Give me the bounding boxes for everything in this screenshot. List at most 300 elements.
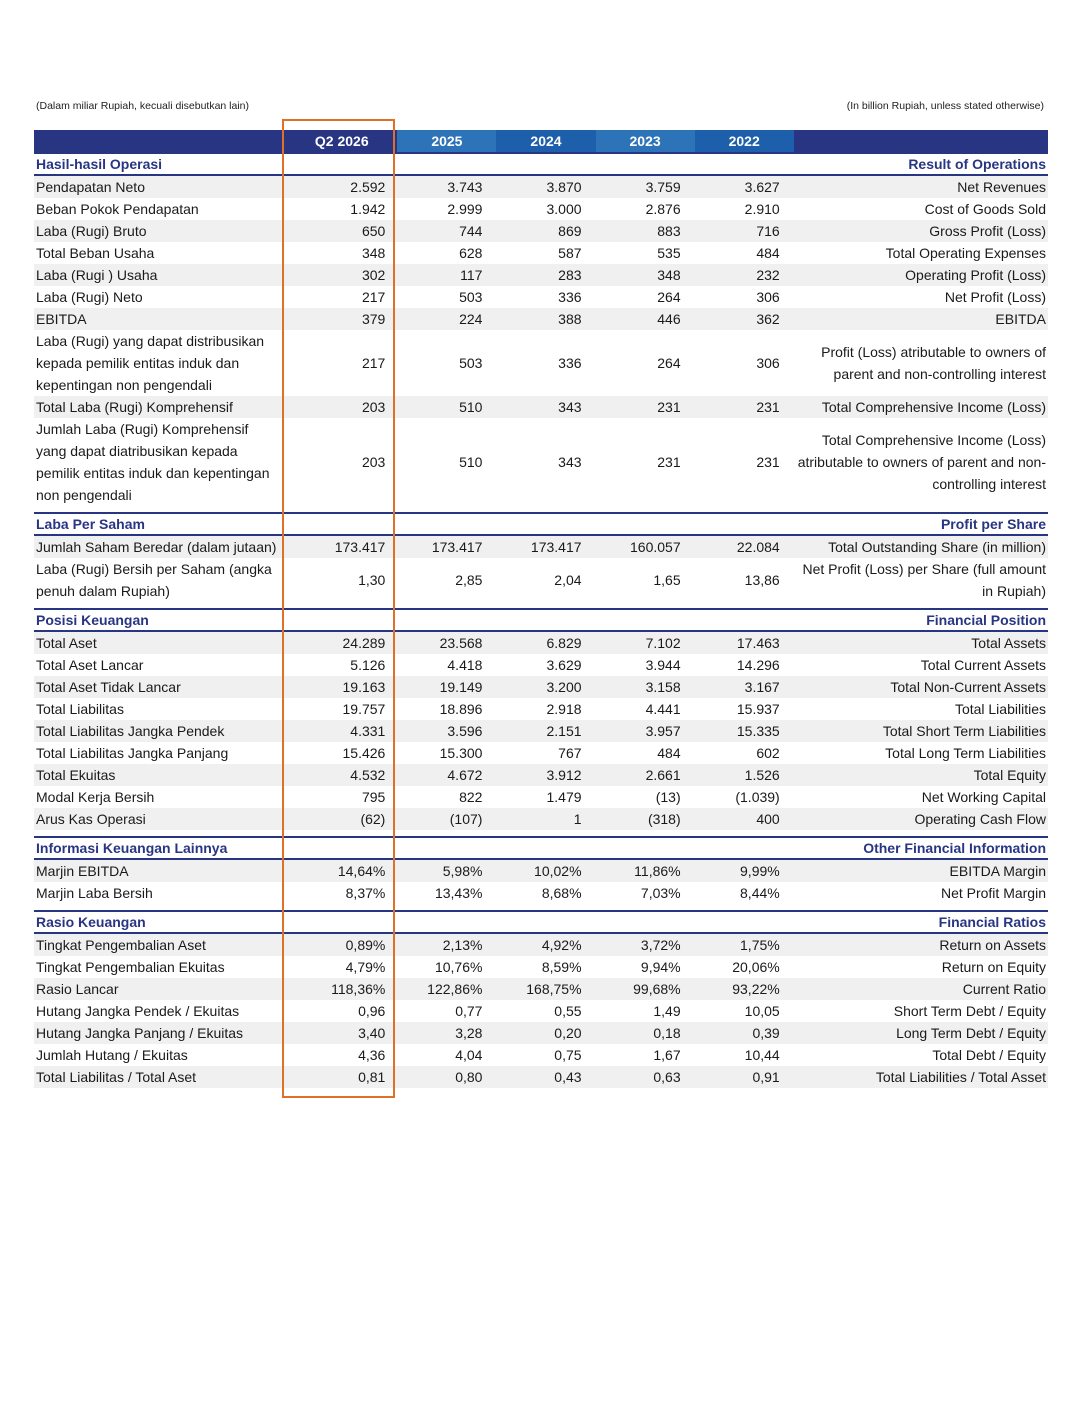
- value-cell: 1.526: [695, 764, 794, 786]
- value-cell: 8,68%: [541, 885, 582, 901]
- section-header-blank: [596, 911, 695, 933]
- table-row: [34, 808, 1048, 830]
- value-cell: 5,98%: [397, 859, 496, 882]
- row-label-en: Profit (Loss) atributable to owners of parent and non-controlling interest: [821, 344, 1046, 382]
- value-cell: 388: [496, 308, 595, 330]
- row-label-id: Total Beban Usaha: [36, 245, 155, 261]
- value-cell: 217: [361, 289, 386, 305]
- section-header-blank: [286, 837, 397, 859]
- financial-highlights-table: [34, 130, 1048, 1088]
- column-header: 2023: [596, 130, 695, 153]
- row-label-en: Current Ratio: [794, 978, 1048, 1000]
- section-title-en: Financial Ratios: [794, 911, 1048, 933]
- value-cell: 3.957: [596, 720, 695, 742]
- table-row: [34, 859, 1048, 882]
- table-row: [34, 535, 1048, 558]
- section-title-en: Profit per Share: [794, 513, 1048, 535]
- row-label-id: Jumlah Saham Beredar (dalam jutaan): [34, 535, 286, 558]
- value-cell: 2,13%: [397, 933, 496, 956]
- value-cell: 348: [596, 264, 695, 286]
- unit-note-id: (Dalam miliar Rupiah, kecuali disebutkan lain): [36, 100, 250, 112]
- value-cell: 10,05: [744, 1003, 780, 1019]
- value-cell: 2.661: [596, 764, 695, 786]
- value-cell: 10,44: [744, 1047, 780, 1063]
- value-cell: (107): [397, 808, 496, 830]
- section-spacer: [34, 602, 1048, 609]
- financial-highlights-table-wrapper: [34, 130, 1048, 1088]
- section-header-blank: [397, 911, 496, 933]
- value-cell: 503: [459, 355, 483, 371]
- row-label-id: Total Liabilitas Jangka Pendek: [34, 720, 286, 742]
- value-cell: 4.418: [447, 657, 483, 673]
- section-header-row: [34, 609, 1048, 631]
- row-label-id: Hutang Jangka Panjang / Ekuitas: [34, 1022, 286, 1044]
- row-label-en: EBITDA Margin: [794, 859, 1048, 882]
- section-spacer: [34, 830, 1048, 837]
- row-label-id: Tingkat Pengembalian Ekuitas: [36, 959, 225, 975]
- value-cell: 3.870: [496, 175, 595, 198]
- value-cell: 0,39: [695, 1022, 794, 1044]
- value-cell: 9,99%: [695, 859, 794, 882]
- table-row: [34, 264, 1048, 286]
- row-label-en: Total Long Term Liabilities: [885, 745, 1046, 761]
- value-cell: 0,43: [496, 1066, 595, 1088]
- value-cell: 4,04: [455, 1047, 483, 1063]
- value-cell: 0,91: [695, 1066, 794, 1088]
- table-row: [34, 882, 1048, 904]
- row-label-id: Laba (Rugi) Bersih per Saham (angka penuh dalam Rupiah): [36, 561, 272, 599]
- value-cell: 8,37%: [345, 885, 386, 901]
- row-label-en: Total Liabilities / Total Asset: [794, 1066, 1048, 1088]
- table-row: [34, 1000, 1048, 1022]
- table-row: [34, 631, 1048, 654]
- row-label-id: Laba (Rugi) yang dapat distribusikan kepada pemilik entitas induk dan kepentingan non pengendali: [36, 333, 265, 393]
- value-cell: 336: [558, 289, 582, 305]
- row-label-id: Tingkat Pengembalian Aset: [34, 933, 286, 956]
- row-label-id: Rasio Lancar: [34, 978, 286, 1000]
- table-row: [34, 933, 1048, 956]
- value-cell: 8,59%: [541, 959, 582, 975]
- section-header-blank: [695, 911, 794, 933]
- value-cell: 99,68%: [596, 978, 695, 1000]
- value-cell: 3,40: [286, 1022, 397, 1044]
- section-spacer: [34, 904, 1048, 911]
- value-cell: 14,64%: [286, 859, 397, 882]
- value-cell: 7.102: [596, 631, 695, 654]
- row-label-en: Operating Profit (Loss): [794, 264, 1048, 286]
- row-label-en: Total Assets: [794, 631, 1048, 654]
- value-cell: 11,86%: [596, 859, 695, 882]
- table-row: [34, 418, 1048, 506]
- spacer-cell: [34, 830, 1048, 837]
- column-header: 2022: [695, 130, 794, 153]
- value-cell: 13,43%: [434, 885, 483, 901]
- section-header-blank: [286, 153, 397, 175]
- value-cell: 160.057: [596, 535, 695, 558]
- section-header-row: [34, 837, 1048, 859]
- value-cell: 118,36%: [286, 978, 397, 1000]
- value-cell: 283: [496, 264, 595, 286]
- value-cell: (62): [286, 808, 397, 830]
- value-cell: 1,75%: [695, 933, 794, 956]
- value-cell: 362: [695, 308, 794, 330]
- section-title-id: Posisi Keuangan: [34, 609, 286, 631]
- value-cell: 650: [286, 220, 397, 242]
- value-cell: 0,20: [496, 1022, 595, 1044]
- table-row: [34, 720, 1048, 742]
- row-label-id: Marjin Laba Bersih: [36, 885, 153, 901]
- value-cell: 716: [695, 220, 794, 242]
- spacer-cell: [34, 602, 1048, 609]
- value-cell: 1,65: [653, 572, 681, 588]
- section-title-id: Laba Per Saham: [34, 513, 286, 535]
- row-label-en: Cost of Goods Sold: [924, 201, 1046, 217]
- row-label-id: Pendapatan Neto: [34, 175, 286, 198]
- value-cell: 17.463: [695, 631, 794, 654]
- value-cell: 232: [695, 264, 794, 286]
- table-row: [34, 742, 1048, 764]
- row-label-en: Net Profit (Loss): [944, 289, 1046, 305]
- value-cell: 7,03%: [640, 885, 681, 901]
- row-label-en: Total Outstanding Share (in million): [794, 535, 1048, 558]
- value-cell: 117: [397, 264, 496, 286]
- table-row: [34, 286, 1048, 308]
- row-label-id: Hutang Jangka Pendek / Ekuitas: [36, 1003, 240, 1019]
- value-cell: 19.163: [286, 676, 397, 698]
- row-label-id: Laba (Rugi) Neto: [36, 289, 143, 305]
- value-cell: 3.944: [645, 657, 681, 673]
- value-cell: 2.918: [546, 701, 582, 717]
- value-cell: 231: [596, 396, 695, 418]
- value-cell: 4.532: [286, 764, 397, 786]
- section-header-blank: [695, 837, 794, 859]
- value-cell: 264: [657, 289, 681, 305]
- row-label-en: Return on Assets: [794, 933, 1048, 956]
- row-label-id: EBITDA: [34, 308, 286, 330]
- section-header-blank: [286, 513, 397, 535]
- value-cell: 4,79%: [345, 959, 386, 975]
- value-cell: 9,94%: [640, 959, 681, 975]
- value-cell: 224: [397, 308, 496, 330]
- value-cell: 8,44%: [740, 885, 780, 901]
- value-cell: 822: [459, 789, 483, 805]
- row-label-en: Net Profit (Loss) per Share (full amount in Rupiah): [802, 561, 1046, 599]
- value-cell: 23.568: [397, 631, 496, 654]
- section-header-blank: [596, 153, 695, 175]
- value-cell: 3.167: [695, 676, 794, 698]
- section-header-blank: [496, 609, 595, 631]
- value-cell: 18.896: [439, 701, 483, 717]
- value-cell: (1.039): [735, 789, 780, 805]
- value-cell: 343: [558, 454, 582, 470]
- value-cell: 0,81: [286, 1066, 397, 1088]
- spacer-cell: [34, 904, 1048, 911]
- section-header-row: [34, 513, 1048, 535]
- row-label-en: Total Non-Current Assets: [794, 676, 1048, 698]
- table-row: [34, 558, 1048, 602]
- row-label-en: Net Working Capital: [921, 789, 1046, 805]
- row-label-id: Modal Kerja Bersih: [36, 789, 155, 805]
- section-header-blank: [397, 153, 496, 175]
- section-spacer: [34, 506, 1048, 513]
- row-label-id: Beban Pokok Pendapatan: [36, 201, 199, 217]
- table-row: [34, 308, 1048, 330]
- table-row: [34, 786, 1048, 808]
- section-header-blank: [496, 837, 595, 859]
- row-label-id: Total Aset: [34, 631, 286, 654]
- value-cell: 4.331: [286, 720, 397, 742]
- value-cell: 379: [286, 308, 397, 330]
- column-header: Q2 2026: [286, 130, 397, 153]
- row-label-id: Total Laba (Rugi) Komprehensif: [34, 396, 286, 418]
- row-label-en: Total Comprehensive Income (Loss) atributable to owners of parent and non-controlling interest: [797, 432, 1046, 492]
- value-cell: 231: [695, 396, 794, 418]
- value-cell: 0,63: [596, 1066, 695, 1088]
- section-header-blank: [397, 513, 496, 535]
- value-cell: 10,76%: [434, 959, 483, 975]
- row-label-en: Total Equity: [794, 764, 1048, 786]
- table-row: [34, 1022, 1048, 1044]
- row-label-en: Net Profit Margin: [940, 885, 1046, 901]
- value-cell: 15.937: [736, 701, 780, 717]
- value-cell: 93,22%: [695, 978, 794, 1000]
- value-cell: 203: [286, 396, 397, 418]
- section-header-blank: [286, 609, 397, 631]
- value-cell: 22.084: [695, 535, 794, 558]
- value-cell: 484: [657, 745, 681, 761]
- section-header-blank: [596, 513, 695, 535]
- value-cell: 3.596: [397, 720, 496, 742]
- row-label-id: Total Aset Lancar: [36, 657, 144, 673]
- row-label-en: Net Revenues: [794, 175, 1048, 198]
- table-row: [34, 978, 1048, 1000]
- value-cell: 744: [397, 220, 496, 242]
- value-cell: 3.000: [546, 201, 582, 217]
- value-cell: 306: [756, 289, 780, 305]
- unit-note-en: (In billion Rupiah, unless stated otherwise): [846, 100, 1044, 112]
- value-cell: 264: [657, 355, 681, 371]
- value-cell: 0,77: [455, 1003, 483, 1019]
- value-cell: 6.829: [496, 631, 595, 654]
- value-cell: 3,28: [397, 1022, 496, 1044]
- value-cell: 767: [558, 745, 582, 761]
- table-row: [34, 242, 1048, 264]
- value-cell: 1,30: [358, 572, 386, 588]
- row-label-id: Total Ekuitas: [34, 764, 286, 786]
- section-header-blank: [496, 911, 595, 933]
- section-header-blank: [695, 513, 794, 535]
- value-cell: 5.126: [350, 657, 386, 673]
- value-cell: 1,49: [653, 1003, 681, 1019]
- table-row: [34, 198, 1048, 220]
- row-label-id: Jumlah Hutang / Ekuitas: [36, 1047, 188, 1063]
- value-cell: 869: [496, 220, 595, 242]
- value-cell: 173.417: [286, 535, 397, 558]
- value-cell: 446: [596, 308, 695, 330]
- value-cell: 173.417: [496, 535, 595, 558]
- section-header-row: [34, 911, 1048, 933]
- value-cell: 4,36: [358, 1047, 386, 1063]
- value-cell: 3.743: [397, 175, 496, 198]
- row-label-en: Total Comprehensive Income (Loss): [794, 396, 1048, 418]
- section-header-blank: [596, 837, 695, 859]
- value-cell: 0,89%: [286, 933, 397, 956]
- table-row: [34, 1044, 1048, 1066]
- section-header-blank: [596, 609, 695, 631]
- value-cell: 510: [397, 396, 496, 418]
- table-row: [34, 1066, 1048, 1088]
- value-cell: 0,18: [596, 1022, 695, 1044]
- row-label-id: Arus Kas Operasi: [34, 808, 286, 830]
- value-cell: 15.426: [342, 745, 386, 761]
- row-label-en: Total Liabilities: [954, 701, 1046, 717]
- value-cell: 15.300: [439, 745, 483, 761]
- value-cell: 628: [459, 245, 483, 261]
- row-label-en: Short Term Debt / Equity: [893, 1003, 1046, 1019]
- value-cell: 484: [756, 245, 780, 261]
- value-cell: 602: [756, 745, 780, 761]
- value-cell: 2.910: [744, 201, 780, 217]
- value-cell: 24.289: [286, 631, 397, 654]
- column-header: 2025: [397, 130, 496, 153]
- value-cell: 13,86: [744, 572, 780, 588]
- row-label-id: Total Liabilitas / Total Aset: [34, 1066, 286, 1088]
- spacer-cell: [34, 506, 1048, 513]
- value-cell: 173.417: [397, 535, 496, 558]
- value-cell: 2,04: [554, 572, 582, 588]
- value-cell: 348: [361, 245, 386, 261]
- value-cell: 3.627: [695, 175, 794, 198]
- value-cell: 19.757: [342, 701, 386, 717]
- section-header-blank: [397, 837, 496, 859]
- value-cell: 231: [657, 454, 681, 470]
- table-row: [34, 698, 1048, 720]
- value-cell: 3.629: [546, 657, 582, 673]
- value-cell: 3.200: [496, 676, 595, 698]
- section-title-en: Result of Operations: [794, 153, 1048, 175]
- value-cell: 535: [657, 245, 681, 261]
- section-header-blank: [496, 153, 595, 175]
- section-header-row: [34, 153, 1048, 175]
- table-row: [34, 330, 1048, 396]
- value-cell: 2.592: [286, 175, 397, 198]
- row-label-en: Total Operating Expenses: [885, 245, 1046, 261]
- value-cell: 1,67: [653, 1047, 681, 1063]
- table-row: [34, 764, 1048, 786]
- value-cell: 2,85: [455, 572, 483, 588]
- row-label-id: Jumlah Laba (Rugi) Komprehensif yang dapat diatribusikan kepada pemilik entitas induk dan kepentingan non pengendali: [36, 421, 270, 503]
- row-label-id: Total Liabilitas Jangka Panjang: [36, 745, 229, 761]
- value-cell: 883: [596, 220, 695, 242]
- value-cell: (318): [596, 808, 695, 830]
- value-cell: 10,02%: [496, 859, 595, 882]
- row-label-en: Operating Cash Flow: [794, 808, 1048, 830]
- section-header-blank: [496, 513, 595, 535]
- value-cell: 15.335: [695, 720, 794, 742]
- table-row: [34, 676, 1048, 698]
- section-header-blank: [397, 609, 496, 631]
- row-label-id: Laba (Rugi) Bruto: [34, 220, 286, 242]
- column-header: 2024: [496, 130, 595, 153]
- value-cell: 336: [558, 355, 582, 371]
- value-cell: 343: [496, 396, 595, 418]
- table-row: [34, 654, 1048, 676]
- value-cell: 400: [695, 808, 794, 830]
- table-row: [34, 956, 1048, 978]
- value-cell: 503: [459, 289, 483, 305]
- section-title-id: Hasil-hasil Operasi: [34, 153, 286, 175]
- row-label-en: Total Current Assets: [920, 657, 1046, 673]
- value-cell: 1.942: [350, 201, 386, 217]
- row-label-en: Gross Profit (Loss): [794, 220, 1048, 242]
- row-label-en: EBITDA: [794, 308, 1048, 330]
- row-label-en: Total Debt / Equity: [932, 1047, 1046, 1063]
- value-cell: 587: [558, 245, 582, 261]
- value-cell: 4,92%: [496, 933, 595, 956]
- row-label-id: Laba (Rugi ) Usaha: [34, 264, 286, 286]
- value-cell: 3.912: [496, 764, 595, 786]
- value-cell: 4.441: [645, 701, 681, 717]
- value-cell: 306: [756, 355, 780, 371]
- value-cell: 1.479: [546, 789, 582, 805]
- value-cell: 2.999: [447, 201, 483, 217]
- table-row: [34, 396, 1048, 418]
- section-title-id: Rasio Keuangan: [34, 911, 286, 933]
- row-label-id: Total Liabilitas: [36, 701, 124, 717]
- value-cell: 20,06%: [732, 959, 780, 975]
- section-title-id: Informasi Keuangan Lainnya: [34, 837, 286, 859]
- value-cell: 3.759: [596, 175, 695, 198]
- section-title-en: Other Financial Information: [794, 837, 1048, 859]
- section-header-blank: [695, 153, 794, 175]
- value-cell: 168,75%: [496, 978, 595, 1000]
- value-cell: 3,72%: [596, 933, 695, 956]
- value-cell: 2.151: [496, 720, 595, 742]
- value-cell: 217: [361, 355, 386, 371]
- header-blank: [794, 130, 1048, 153]
- value-cell: 2.876: [645, 201, 681, 217]
- value-cell: 1: [496, 808, 595, 830]
- value-cell: 3.158: [596, 676, 695, 698]
- value-cell: 0,80: [397, 1066, 496, 1088]
- row-label-en: Total Short Term Liabilities: [794, 720, 1048, 742]
- row-label-id: Marjin EBITDA: [34, 859, 286, 882]
- value-cell: 19.149: [397, 676, 496, 698]
- section-title-en: Financial Position: [794, 609, 1048, 631]
- column-header-row: [34, 130, 1048, 153]
- value-cell: 795: [361, 789, 386, 805]
- value-cell: 14.296: [736, 657, 780, 673]
- table-row: [34, 220, 1048, 242]
- value-cell: 510: [459, 454, 483, 470]
- row-label-en: Long Term Debt / Equity: [794, 1022, 1048, 1044]
- section-header-blank: [286, 911, 397, 933]
- table-row: [34, 175, 1048, 198]
- section-header-blank: [695, 609, 794, 631]
- header-blank: [34, 130, 286, 153]
- row-label-en: Return on Equity: [941, 959, 1046, 975]
- value-cell: 0,55: [554, 1003, 582, 1019]
- value-cell: 4.672: [397, 764, 496, 786]
- value-cell: 231: [756, 454, 780, 470]
- value-cell: 0,75: [554, 1047, 582, 1063]
- value-cell: 122,86%: [397, 978, 496, 1000]
- value-cell: 203: [361, 454, 386, 470]
- value-cell: 0,96: [358, 1003, 386, 1019]
- row-label-id: Total Aset Tidak Lancar: [34, 676, 286, 698]
- value-cell: 302: [286, 264, 397, 286]
- value-cell: (13): [655, 789, 681, 805]
